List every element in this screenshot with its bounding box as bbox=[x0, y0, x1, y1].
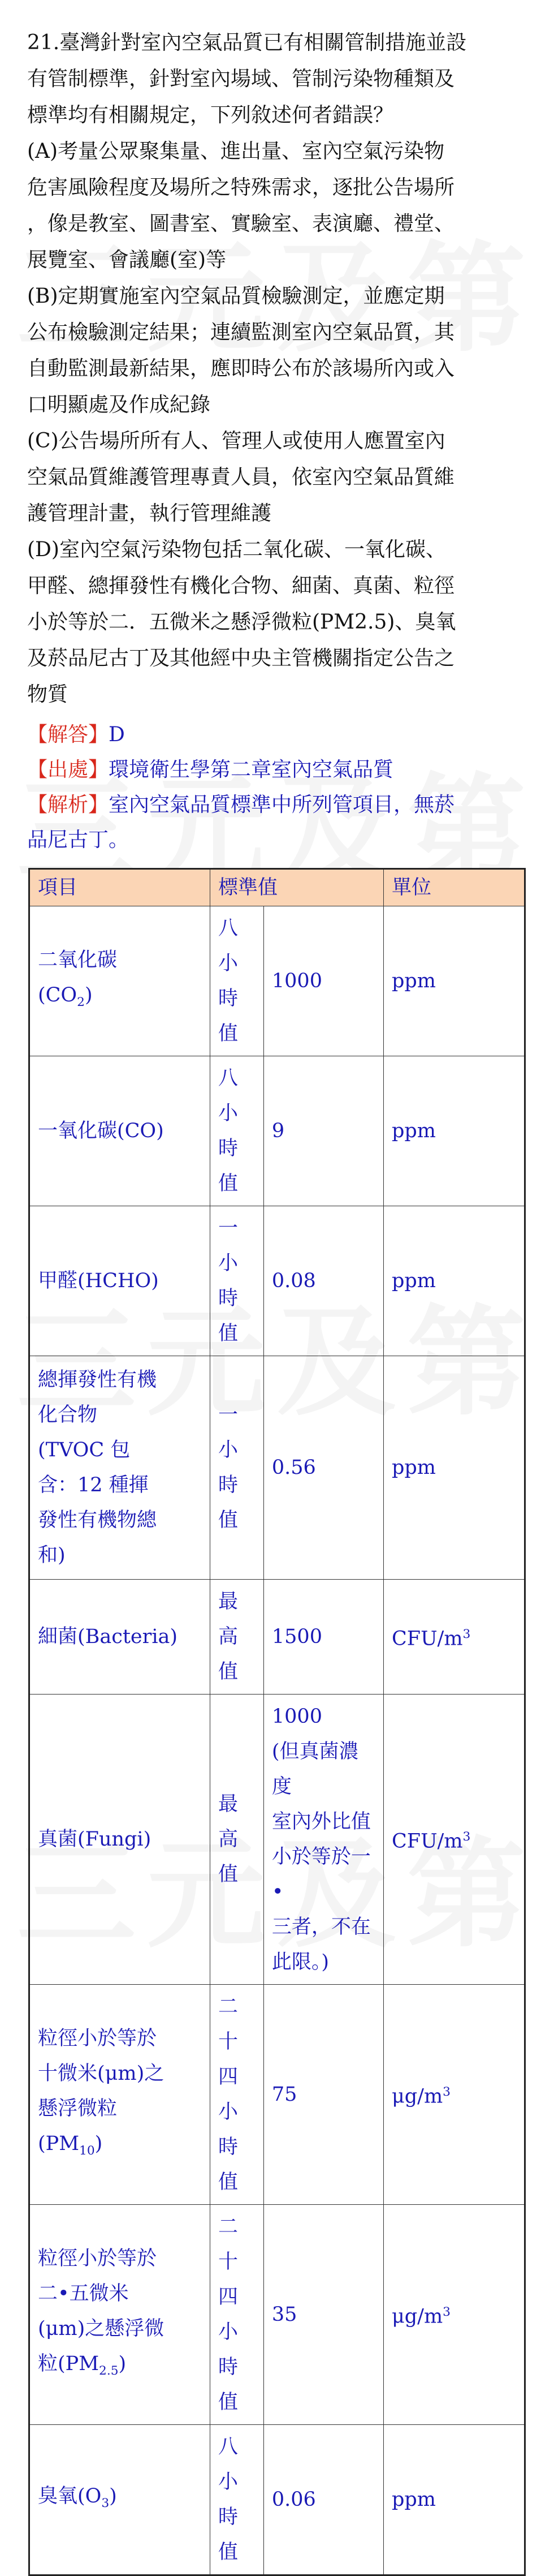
cell-line: 0.08 bbox=[271, 1270, 316, 1292]
option-line: 展覽室、會議廳(室)等 bbox=[27, 248, 227, 272]
subscript: 2 bbox=[77, 995, 85, 1009]
cell-text: 甲醛(HCHO) bbox=[38, 1270, 159, 1292]
cell-item bbox=[29, 1580, 210, 1695]
cell-period bbox=[210, 1356, 264, 1580]
question-stem-line: 標準均有相關規定，下列敘述何者錯誤？ bbox=[27, 104, 394, 127]
table-row bbox=[29, 1985, 525, 2205]
header-item: 項目 bbox=[29, 869, 210, 906]
option-line: (C)公告場所所有人、管理人或使用人應置室內 bbox=[27, 429, 445, 453]
explanation-text: 室內空氣品質標準中所列管項目，無菸 bbox=[109, 793, 455, 816]
explanation-line bbox=[27, 823, 527, 858]
cell-text: 和) bbox=[38, 1544, 66, 1567]
cell-item bbox=[29, 1695, 210, 1985]
cell-value bbox=[263, 1356, 383, 1580]
cell-line: 八小 bbox=[218, 1067, 239, 1125]
option-d bbox=[27, 532, 527, 713]
cell-line: 一小 bbox=[218, 1404, 239, 1461]
cell-text: ) bbox=[109, 2484, 117, 2508]
cell-period bbox=[210, 1056, 264, 1206]
cell-item bbox=[29, 1985, 210, 2205]
cell-text: ppm bbox=[392, 1120, 436, 1142]
cell-line: 三者，不在 bbox=[271, 1916, 371, 1938]
table-row bbox=[29, 1356, 525, 1580]
cell-text: 發性有機物總 bbox=[38, 1509, 157, 1532]
option-line: ，像是教室、圖書室、實驗室、表演廳、禮堂、 bbox=[27, 212, 455, 235]
cell-text: 粒(PM bbox=[38, 2352, 99, 2375]
cell-line: 時值 bbox=[218, 1137, 239, 1195]
cell-text: (PM bbox=[38, 2132, 80, 2155]
cell-line: 值 bbox=[218, 1661, 239, 1683]
subscript: 2.5 bbox=[99, 2363, 119, 2378]
option-c bbox=[27, 423, 527, 532]
cell-text: ppm bbox=[392, 1270, 436, 1292]
option-b bbox=[27, 278, 527, 423]
cell-period bbox=[210, 1206, 264, 1356]
cell-unit bbox=[384, 1580, 525, 1695]
cell-line: 最高 bbox=[218, 1590, 239, 1648]
cell-text: (TVOC 包 bbox=[38, 1439, 131, 1461]
option-line: 物質 bbox=[27, 683, 68, 706]
superscript: 3 bbox=[443, 2305, 451, 2320]
header-unit: 單位 bbox=[384, 869, 525, 906]
cell-text: (CO bbox=[38, 983, 77, 1007]
cell-item bbox=[29, 1356, 210, 1580]
cell-line: 1000 bbox=[271, 970, 322, 992]
cell-line: 0.56 bbox=[271, 1456, 316, 1479]
cell-text: 總揮發性有機 bbox=[38, 1369, 157, 1391]
question-stem-line: 有管制標準，針對室內場域、管制污染物種類及 bbox=[27, 67, 455, 91]
explanation-tag: 【解析】 bbox=[27, 793, 109, 816]
cell-text: 粒徑小於等於 bbox=[38, 2247, 157, 2270]
cell-line: 75 bbox=[271, 2083, 297, 2106]
cell-value bbox=[263, 2425, 383, 2575]
cell-line: 小於等於一• bbox=[271, 1846, 371, 1903]
cell-line: (但真菌濃度 bbox=[271, 1740, 359, 1798]
cell-line: 9 bbox=[271, 1120, 285, 1142]
cell-unit bbox=[384, 1356, 525, 1580]
cell-item bbox=[29, 1206, 210, 1356]
cell-line: 最高 bbox=[218, 1793, 239, 1851]
cell-line: 八小 bbox=[218, 2436, 239, 2493]
option-line: 公布檢驗測定結果；連續監測室內空氣品質，其 bbox=[27, 321, 455, 344]
table-row bbox=[29, 2205, 525, 2425]
cell-line: 35 bbox=[271, 2303, 297, 2326]
cell-unit bbox=[384, 2425, 525, 2575]
document-body bbox=[27, 25, 527, 2576]
explanation-line bbox=[27, 788, 527, 823]
cell-line: 一小 bbox=[218, 1217, 239, 1275]
cell-unit bbox=[384, 2205, 525, 2425]
cell-item bbox=[29, 1056, 210, 1206]
table-header-row bbox=[29, 869, 525, 906]
option-line: 甲醛、總揮發性有機化合物、細菌、真菌、粒徑 bbox=[27, 574, 455, 597]
option-line: 口明顯處及作成紀錄 bbox=[27, 393, 211, 416]
cell-line: 1500 bbox=[271, 1625, 322, 1648]
cell-value bbox=[263, 2205, 383, 2425]
cell-item bbox=[29, 906, 210, 1056]
table-row bbox=[29, 1695, 525, 1985]
cell-line: 八小 bbox=[218, 917, 239, 975]
cell-value bbox=[263, 906, 383, 1056]
cell-text: ) bbox=[118, 2352, 127, 2375]
cell-period bbox=[210, 1985, 264, 2205]
cell-text: 十微米(μm)之 bbox=[38, 2062, 165, 2085]
superscript: 3 bbox=[443, 2085, 451, 2100]
question-block bbox=[27, 25, 527, 713]
cell-text: 懸浮微粒 bbox=[38, 2097, 118, 2120]
cell-text: 細菌(Bacteria) bbox=[38, 1625, 178, 1648]
air-quality-standards-table bbox=[28, 868, 526, 2576]
superscript: 3 bbox=[462, 1830, 471, 1844]
cell-line: 1000 bbox=[271, 1705, 322, 1728]
cell-line: 時值 bbox=[218, 1287, 239, 1345]
source-line bbox=[27, 752, 527, 788]
cell-period bbox=[210, 1695, 264, 1985]
cell-line: 二十 bbox=[218, 1996, 239, 2053]
table-row bbox=[29, 1580, 525, 1695]
cell-period bbox=[210, 1580, 264, 1695]
cell-line: 時值 bbox=[218, 2356, 239, 2414]
cell-text: 一氧化碳(CO) bbox=[38, 1120, 164, 1142]
cell-value bbox=[263, 1056, 383, 1206]
header-standard: 標準值 bbox=[210, 869, 384, 906]
cell-line: 時值 bbox=[218, 1474, 239, 1532]
answer-block bbox=[27, 717, 527, 858]
cell-text: 真菌(Fungi) bbox=[38, 1828, 152, 1851]
option-line: 危害風險程度及場所之特殊需求，逐批公告場所 bbox=[27, 176, 455, 199]
cell-text: 含：12 種揮 bbox=[38, 1474, 149, 1496]
cell-value bbox=[263, 1206, 383, 1356]
option-line: 及菸品尼古丁及其他經中央主管機關指定公告之 bbox=[27, 647, 455, 670]
source-tag: 【出處】 bbox=[27, 758, 109, 781]
cell-line: 此限。) bbox=[271, 1951, 330, 1973]
cell-text: ppm bbox=[392, 1456, 436, 1479]
cell-line: 值 bbox=[218, 1863, 239, 1886]
answer-value: D bbox=[109, 723, 125, 746]
table-row bbox=[29, 1056, 525, 1206]
cell-unit bbox=[384, 906, 525, 1056]
cell-unit bbox=[384, 1695, 525, 1985]
cell-text: μg/m bbox=[392, 2085, 443, 2108]
cell-period bbox=[210, 906, 264, 1056]
option-line: 自動監測最新結果，應即時公布於該場所內或入 bbox=[27, 357, 455, 380]
cell-text: ) bbox=[94, 2132, 103, 2155]
cell-item bbox=[29, 2425, 210, 2575]
cell-line: 時值 bbox=[218, 2136, 239, 2194]
explanation-text: 品尼古丁。 bbox=[27, 828, 129, 852]
option-line: 護管理計畫，執行管理維護 bbox=[27, 502, 272, 525]
table-row bbox=[29, 2425, 525, 2575]
table-row bbox=[29, 1206, 525, 1356]
cell-line: 時值 bbox=[218, 2506, 239, 2564]
superscript: 3 bbox=[462, 1627, 471, 1642]
subscript: 10 bbox=[79, 2143, 95, 2158]
cell-text: 臭氧(O bbox=[38, 2484, 102, 2508]
cell-unit bbox=[384, 1206, 525, 1356]
option-line: (B)定期實施室內空氣品質檢驗測定，並應定期 bbox=[27, 285, 445, 308]
cell-value bbox=[263, 1580, 383, 1695]
cell-text: CFU/m bbox=[392, 1627, 463, 1650]
cell-period bbox=[210, 2205, 264, 2425]
cell-unit bbox=[384, 1056, 525, 1206]
cell-line: 四小 bbox=[218, 2066, 239, 2123]
cell-line: 二十 bbox=[218, 2216, 239, 2273]
option-line: 小於等於二．五微米之懸浮微粒(PM2.5)、臭氧 bbox=[27, 610, 456, 634]
cell-value bbox=[263, 1985, 383, 2205]
cell-text: 粒徑小於等於 bbox=[38, 2027, 157, 2050]
cell-text: μg/m bbox=[392, 2305, 443, 2328]
cell-text: ) bbox=[84, 983, 93, 1007]
option-line: (D)室內空氣污染物包括二氧化碳、一氧化碳、 bbox=[27, 538, 446, 561]
answer-tag: 【解答】 bbox=[27, 723, 109, 746]
cell-text: CFU/m bbox=[392, 1830, 463, 1853]
cell-item bbox=[29, 2205, 210, 2425]
cell-text: 化合物 bbox=[38, 1404, 98, 1426]
cell-period bbox=[210, 2425, 264, 2575]
table-row bbox=[29, 906, 525, 1056]
cell-value bbox=[263, 1695, 383, 1985]
cell-text: (μm)之懸浮微 bbox=[38, 2317, 165, 2340]
subscript: 3 bbox=[101, 2496, 110, 2510]
option-line: (A)考量公眾聚集量、進出量、室內空氣污染物 bbox=[27, 140, 445, 163]
question-stem-line: 21.臺灣針對室內空氣品質已有相關管制措施並設 bbox=[27, 31, 467, 54]
cell-line: 0.06 bbox=[271, 2488, 316, 2511]
cell-line: 室內外比值 bbox=[271, 1810, 371, 1833]
cell-line: 四小 bbox=[218, 2286, 239, 2343]
cell-text: 二氧化碳 bbox=[38, 948, 118, 971]
option-a bbox=[27, 134, 527, 278]
option-line: 空氣品質維護管理專責人員，依室內空氣品質維 bbox=[27, 466, 455, 489]
source-value: 環境衛生學第二章室內空氣品質 bbox=[109, 758, 394, 781]
answer-line bbox=[27, 717, 527, 752]
cell-text: 二•五微米 bbox=[38, 2282, 129, 2305]
cell-line: 時值 bbox=[218, 987, 239, 1045]
cell-unit bbox=[384, 1985, 525, 2205]
cell-text: ppm bbox=[392, 2488, 436, 2511]
cell-text: ppm bbox=[392, 970, 436, 992]
